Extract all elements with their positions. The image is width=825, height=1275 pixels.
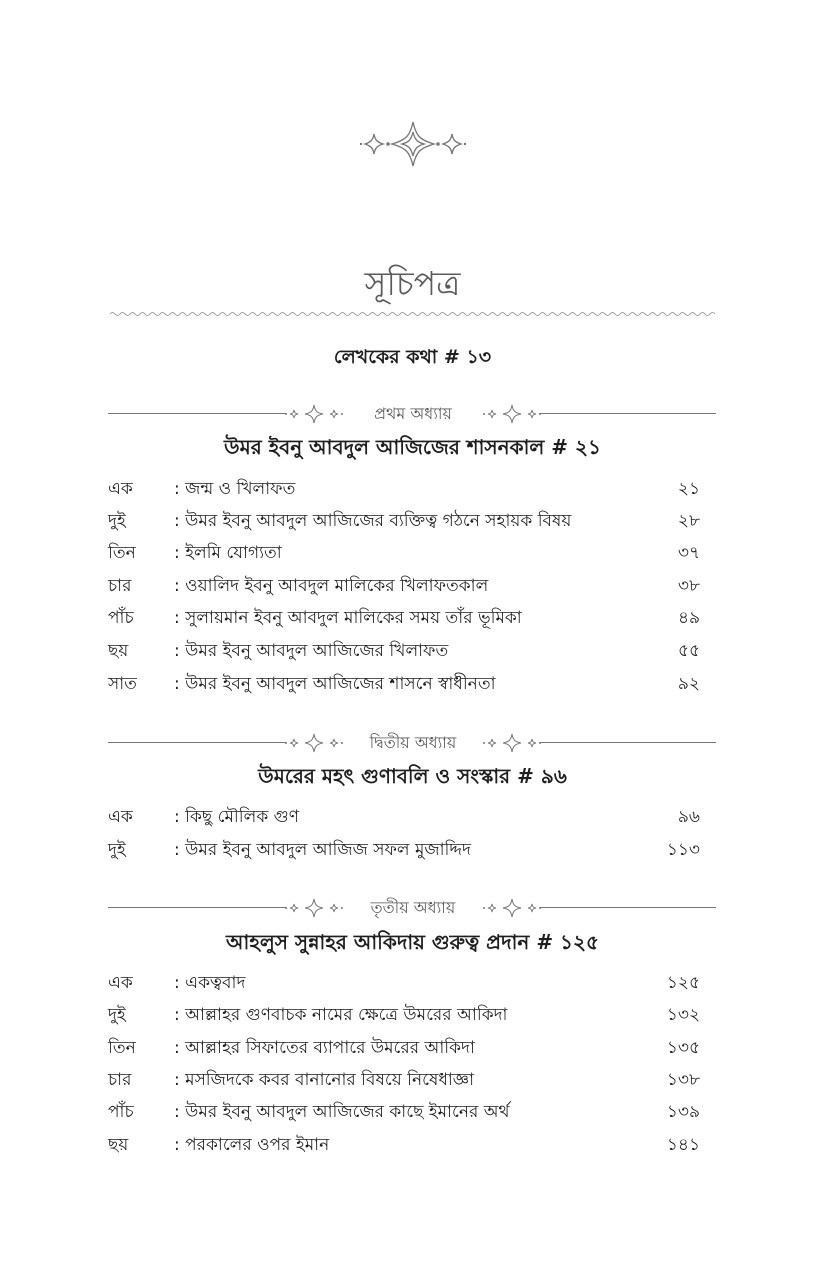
page-title: সূচিপত্র	[364, 264, 461, 303]
chapter-title[interactable]: আহলুস সুন্নাহর আকিদায় গুরুত্ব প্রদান # ১২৫	[226, 930, 599, 954]
entry-title: : উমর ইবনু আবদুল আজিজের ব্যক্তিত্ব গঠনে সহায়ক বিষয়	[174, 511, 572, 531]
divider-ornament-icon	[284, 403, 344, 425]
entry-title: : উমর ইবনু আবদুল আজিজের শাসনে স্বাধীনতা	[174, 674, 496, 694]
entry-title: : সুলায়মান ইবনু আবদুল মালিকের সময় তাঁর ভূমিকা	[174, 608, 522, 628]
entry-number: এক	[108, 479, 133, 499]
entry-page: ১১৩	[666, 840, 700, 860]
chapter-divider	[108, 732, 716, 754]
entry-number: সাত	[108, 674, 137, 694]
title-divider	[110, 310, 715, 318]
entry-number: তিন	[108, 1038, 136, 1058]
chapter-divider	[108, 403, 716, 425]
entry-page: ১৩৯	[666, 1102, 700, 1122]
divider-ornament-icon	[284, 732, 344, 754]
entry-page: ১৩৫	[666, 1038, 700, 1058]
entry-page: ৯২	[677, 674, 700, 694]
toc-entry[interactable]	[108, 506, 700, 536]
entry-page: ১২৫	[666, 973, 700, 993]
entry-number: পাঁচ	[108, 1102, 134, 1122]
toc-entry[interactable]	[108, 1097, 700, 1127]
entry-page: ১৩২	[666, 1005, 700, 1025]
entry-page: ২১	[677, 479, 700, 499]
entry-title: : উমর ইবনু আবদুল আজিজের খিলাফত	[174, 641, 449, 661]
toc-entry[interactable]	[108, 1000, 700, 1030]
chapter-label: তৃতীয় অধ্যায়	[370, 898, 456, 917]
entry-number: চার	[108, 1070, 132, 1090]
divider-ornament-icon	[482, 897, 542, 919]
chapter-label: দ্বিতীয় অধ্যায়	[369, 733, 457, 752]
star-ornament-icon	[358, 118, 468, 170]
toc-entry[interactable]	[108, 802, 700, 832]
chapter-title[interactable]: উমর ইবনু আবদুল আজিজের শাসনকাল # ২১	[224, 435, 601, 459]
toc-entry[interactable]	[108, 835, 700, 865]
entry-page: ৪৯	[677, 608, 700, 628]
entry-number: পাঁচ	[108, 608, 134, 628]
entry-number: ছয়	[108, 1135, 129, 1155]
toc-entry[interactable]	[108, 1130, 700, 1160]
divider-ornament-icon	[482, 403, 542, 425]
entry-number: এক	[108, 807, 133, 827]
entry-number: চার	[108, 576, 132, 596]
entry-number: ছয়	[108, 641, 129, 661]
toc-entry[interactable]	[108, 968, 700, 998]
entry-number: দুই	[108, 511, 126, 531]
entry-number: দুই	[108, 1005, 126, 1025]
entry-page: ৫৫	[677, 641, 700, 661]
divider-ornament-icon	[482, 732, 542, 754]
toc-entry[interactable]	[108, 669, 700, 699]
toc-entry[interactable]	[108, 538, 700, 568]
entry-page: ১৩৮	[666, 1070, 700, 1090]
entry-title: : মসজিদকে কবর বানানোর বিষয়ে নিষেধাজ্ঞা	[174, 1070, 474, 1090]
entry-title: : ইলমি যোগ্যতা	[174, 543, 282, 563]
divider-ornament-icon	[284, 897, 344, 919]
entry-page: ১৪১	[666, 1135, 700, 1155]
entry-title: : আল্লাহর সিফাতের ব্যাপারে উমরের আকিদা	[174, 1038, 475, 1058]
entry-title: : একত্ববাদ	[174, 973, 246, 993]
chapter-divider	[108, 897, 716, 919]
top-ornament	[0, 118, 825, 170]
toc-entry[interactable]	[108, 1065, 700, 1095]
entry-page: ৩৮	[677, 576, 700, 596]
entry-title: : কিছু মৌলিক গুণ	[174, 807, 299, 827]
author-note-entry[interactable]: লেখকের কথা # ১৩	[333, 346, 492, 368]
entry-number: তিন	[108, 543, 136, 563]
entry-number: এক	[108, 973, 133, 993]
toc-entry[interactable]	[108, 636, 700, 666]
entry-title: : পরকালের ওপর ইমান	[174, 1135, 330, 1155]
entry-title: : আল্লাহর গুণবাচক নামের ক্ষেত্রে উমরের আকিদা	[174, 1005, 508, 1025]
toc-entry[interactable]	[108, 571, 700, 601]
entry-page: ২৮	[677, 511, 700, 531]
entry-title: : জন্ম ও খিলাফত	[174, 479, 296, 499]
chapter-label: প্রথম অধ্যায়	[374, 404, 452, 423]
toc-entry[interactable]	[108, 1033, 700, 1063]
entry-title: : উমর ইবনু আবদুল আজিজের কাছে ইমানের অর্থ	[174, 1102, 510, 1122]
entry-page: ৩৭	[677, 543, 700, 563]
toc-entry[interactable]	[108, 603, 700, 633]
toc-entry[interactable]	[108, 474, 700, 504]
entry-page: ৯৬	[677, 807, 700, 827]
entry-title: : উমর ইবনু আবদুল আজিজ সফল মুজাদ্দিদ	[174, 840, 471, 860]
entry-title: : ওয়ালিদ ইবনু আবদুল মালিকের খিলাফতকাল	[174, 576, 489, 596]
chapter-title[interactable]: উমরের মহৎ গুণাবলি ও সংস্কার # ৯৬	[258, 764, 567, 788]
entry-number: দুই	[108, 840, 126, 860]
